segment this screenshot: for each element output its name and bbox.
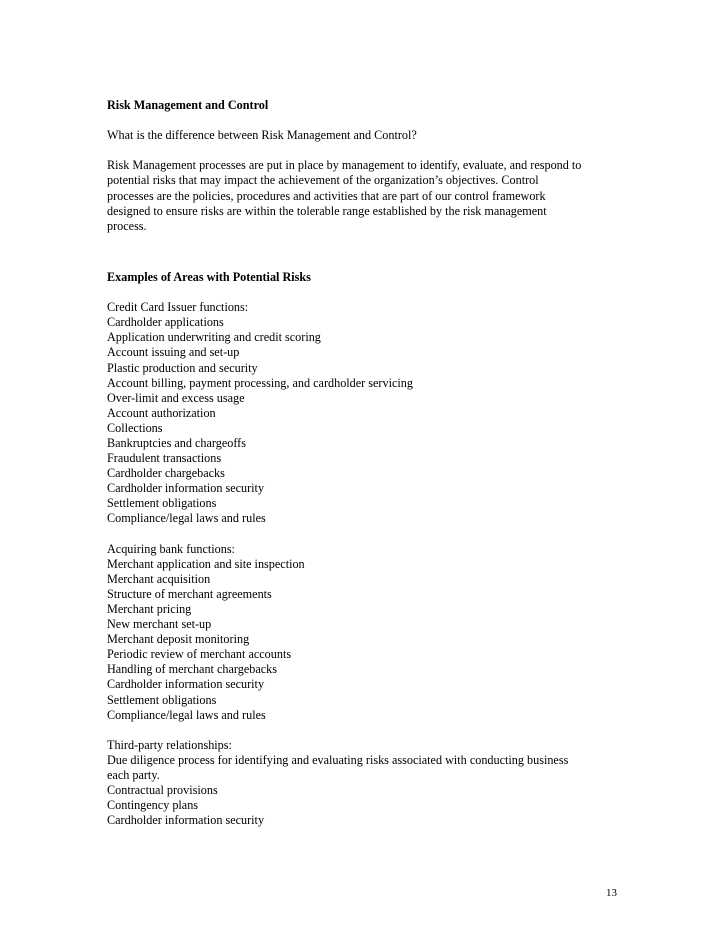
list-item: each party. xyxy=(107,768,160,783)
list-item: Merchant acquisition xyxy=(107,571,211,586)
list-item: Fraudulent transactions xyxy=(107,451,222,466)
issuer-list xyxy=(107,315,627,526)
list-item: Contingency plans xyxy=(107,798,199,813)
list-item: Cardholder information security xyxy=(107,481,265,496)
intro-line: processes are the policies, procedures and activities that are part of our control framework xyxy=(107,188,546,203)
third-party-label: Third-party relationships: xyxy=(107,737,232,752)
list-item: Account issuing and set-up xyxy=(107,345,240,360)
list-item: Periodic review of merchant accounts xyxy=(107,647,292,662)
acquiring-list xyxy=(107,557,627,723)
question-text: What is the difference between Risk Management and Control? xyxy=(107,128,417,143)
list-item: Compliance/legal laws and rules xyxy=(107,511,266,526)
list-item: Settlement obligations xyxy=(107,496,217,511)
list-item: Merchant deposit monitoring xyxy=(107,632,250,647)
list-item: Structure of merchant agreements xyxy=(107,586,272,601)
list-item: Cardholder information security xyxy=(107,813,265,828)
examples-heading: Examples of Areas with Potential Risks xyxy=(107,269,311,284)
list-item: Contractual provisions xyxy=(107,783,218,798)
list-item: Compliance/legal laws and rules xyxy=(107,707,266,722)
acquiring-label: Acquiring bank functions: xyxy=(107,541,235,556)
list-item: Collections xyxy=(107,420,163,435)
third-party-list xyxy=(107,753,627,828)
intro-line: potential risks that may impact the achievement of the organization’s objectives. Control xyxy=(107,173,539,188)
intro-line: Risk Management processes are put in place by management to identify, evaluate, and respond to xyxy=(107,158,582,173)
list-item: Account authorization xyxy=(107,405,216,420)
list-item: Cardholder information security xyxy=(107,677,265,692)
list-item: Over-limit and excess usage xyxy=(107,390,245,405)
intro-line: designed to ensure risks are within the tolerable range established by the risk management xyxy=(107,203,547,218)
list-item: Settlement obligations xyxy=(107,692,217,707)
document-title: Risk Management and Control xyxy=(107,98,269,112)
list-item: Handling of merchant chargebacks xyxy=(107,662,277,677)
list-item: Due diligence process for identifying and evaluating risks associated with conducting business xyxy=(107,752,569,767)
list-item: Merchant pricing xyxy=(107,602,192,616)
list-item: New merchant set-up xyxy=(107,617,212,632)
page-number: 13 xyxy=(606,887,617,899)
list-item: Cardholder applications xyxy=(107,315,224,330)
list-item: Application underwriting and credit scoring xyxy=(107,330,321,345)
intro-line: process. xyxy=(107,218,147,233)
list-item: Cardholder chargebacks xyxy=(107,466,225,481)
document-body xyxy=(107,98,627,828)
list-item: Plastic production and security xyxy=(107,360,258,375)
list-item: Merchant application and site inspection xyxy=(107,556,305,571)
list-item: Bankruptcies and chargeoffs xyxy=(107,435,246,450)
issuer-label: Credit Card Issuer functions: xyxy=(107,300,249,315)
list-item: Account billing, payment processing, and cardholder servicing xyxy=(107,375,413,390)
intro-paragraph xyxy=(107,158,627,233)
